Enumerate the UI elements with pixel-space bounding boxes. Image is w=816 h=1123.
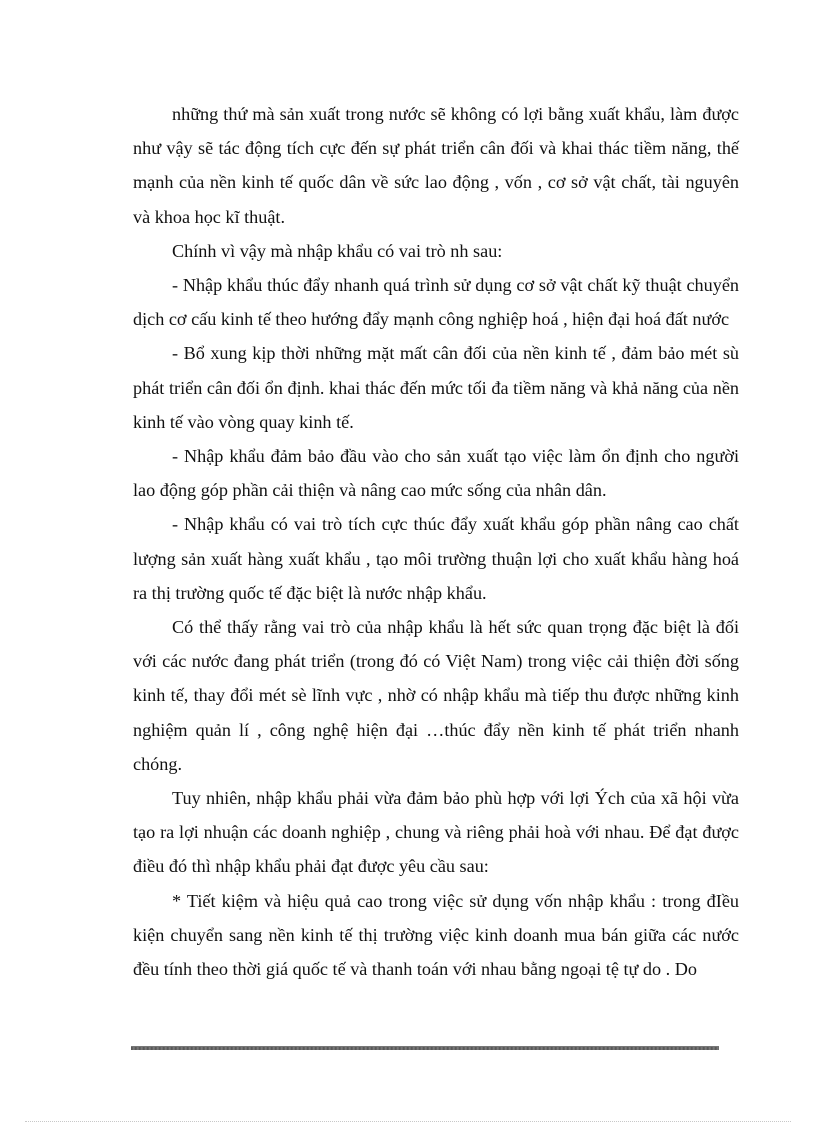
paragraph-bullet-2: - Bổ xung kịp thời những mặt mất cân đối của nền kinh tế , đảm bảo mét sù phát triển cân đối ổn định. khai thác đến mức tối đa tiềm năng và khả năng của nền kinh tế vào vòng quay kinh tế. — [133, 343, 739, 432]
paragraph-bullet-3: - Nhập khẩu đảm bảo đầu vào cho sản xuất tạo việc làm ổn định cho người lao động góp phần cải thiện và nâng cao mức sống của nhân dân. — [133, 446, 739, 501]
paragraph-intro-roles: Chính vì vậy mà nhập khẩu có vai trò nh sau: — [172, 240, 503, 261]
paragraph-importance: Có thể thấy rằng vai trò của nhập khẩu là hết sức quan trọng đặc biệt là đối với các nước đang phát triển (trong đó có Việt Nam) trong việc cải thiện đời sống kinh tế, thay đổi mét sè lĩnh vực , nhờ có nhập khẩu mà tiếp thu được những kinh nghiệm quản lí , công nghệ hiện đại …thúc đẩy nền kinh tế phát triển nhanh chóng. — [133, 617, 739, 774]
page-bottom-edge — [25, 1121, 791, 1122]
footer-divider — [131, 1046, 719, 1050]
document-body — [133, 97, 739, 986]
paragraph-bullet-4: - Nhập khẩu có vai trò tích cực thúc đẩy xuất khẩu góp phần nâng cao chất lượng sản xuất hàng xuất khẩu , tạo môi trường thuận lợi cho xuất khẩu hàng hoá ra thị trường quốc tế đặc biệt là nước nhập khẩu. — [133, 514, 739, 603]
paragraph-requirements-intro: Tuy nhiên, nhập khẩu phải vừa đảm bảo phù hợp với lợi Ých của xã hội vừa tạo ra lợi nhuận các doanh nghiệp , chung và riêng phải hoà với nhau. Để đạt được điều đó thì nhập khẩu phải đạt được yêu cầu sau: — [133, 788, 739, 877]
paragraph-bullet-1: - Nhập khẩu thúc đẩy nhanh quá trình sử dụng cơ sở vật chất kỹ thuật chuyển dịch cơ cấu kinh tế theo hướng đẩy mạnh công nghiệp hoá , hiện đại hoá đất nước — [133, 275, 739, 330]
paragraph-requirement-1: * Tiết kiệm và hiệu quả cao trong việc sử dụng vốn nhập khẩu : trong đIều kiện chuyển sang nền kinh tế thị trường việc kinh doanh mua bán giữa các nước đều tính theo thời giá quốc tế và thanh toán với nhau bằng ngoại tệ tự do . Do — [133, 890, 739, 980]
paragraph-continuation: những thứ mà sản xuất trong nước sẽ không có lợi bằng xuất khẩu, làm được như vậy sẽ tác động tích cực đến sự phát triển cân đối và khai thác tiềm năng, thế mạnh của nền kinh tế quốc dân về sức lao động , vốn , cơ sở vật chất, tài nguyên và khoa học kĩ thuật. — [133, 104, 739, 227]
